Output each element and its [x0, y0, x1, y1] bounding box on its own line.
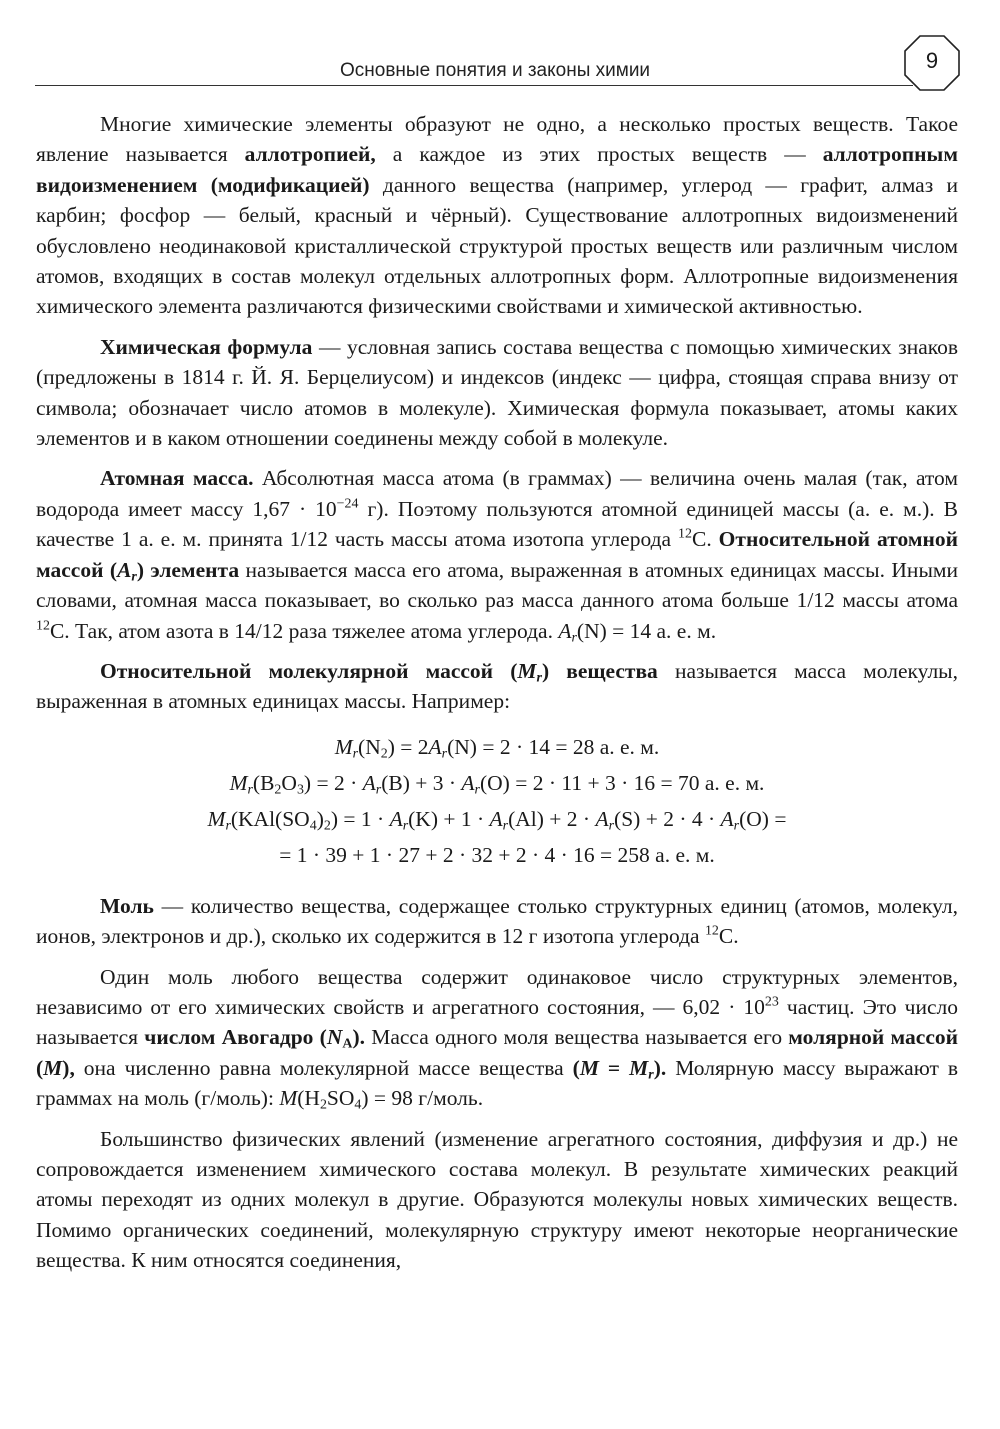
paragraph-molecular-mass — [36, 656, 958, 717]
subscript: r — [225, 818, 231, 834]
text: ) = 2 — [387, 734, 429, 759]
symbol: A — [489, 806, 503, 831]
text: — условная запись состава вещества с помощью химических знаков (предложены в 1814 г. Й. Я. Берцелиусом) и индексов (индекс — цифра, стоящая справа внизу от символа; обозначает число атомов в молекуле). Химическая формула показывает, атомы каких элементов и в каком отношении соединены между собой в молекуле. — [36, 334, 958, 451]
subscript: 2 — [380, 746, 388, 762]
symbol: A — [558, 618, 572, 643]
symbol: A — [428, 734, 442, 759]
text: (B) + 3 · — [381, 770, 462, 795]
page-number: 9 — [925, 48, 939, 73]
subscript: 4 — [309, 818, 317, 834]
symbol: M — [517, 658, 537, 683]
text: = — [598, 1055, 630, 1080]
exponent: 23 — [764, 994, 779, 1010]
text: Молярную массу выражают в граммах на моль (г/моль): — [36, 1055, 958, 1111]
subscript: r — [608, 818, 615, 834]
text: числом Авогадро ( — [144, 1025, 327, 1050]
text: ) = 98 г/моль. — [361, 1086, 484, 1111]
subscript: 2 — [323, 818, 331, 834]
text: ). — [352, 1025, 365, 1050]
term-allotropy: аллотропией, — [244, 142, 376, 167]
text: (K) + 1 · — [408, 806, 490, 831]
subscript: r — [352, 746, 359, 762]
text: Относительной атомной массой ( — [36, 527, 958, 582]
text: Один моль любого вещества содержит одинаковое число структурных элементов, независимо от его химических свойств и агрегатного состояния, — 6,02 · 10 — [36, 964, 958, 1019]
subscript: 2 — [319, 1097, 327, 1113]
isotope-mass-number: 12 — [36, 618, 50, 634]
text: Масса одного моля вещества называется его — [364, 1025, 789, 1050]
paragraph-mole — [36, 891, 958, 952]
isotope-mass-number: 12 — [704, 923, 719, 939]
paragraph-allotropy — [36, 109, 958, 322]
text: она численно равна молекулярной массе вещества — [74, 1055, 573, 1080]
term-molar-equals-molecular — [572, 1055, 667, 1083]
term-relative-molecular-mass — [100, 658, 658, 686]
symbol: N — [326, 1025, 343, 1050]
subscript: r — [375, 782, 382, 798]
paragraph-physical-phenomena — [36, 1124, 958, 1276]
formula-block — [36, 729, 958, 873]
symbol: M — [579, 1055, 599, 1080]
text: данного вещества (например, углерод — графит, алмаз и карбин; фосфор — белый, красный и чёрный). Существование аллотропных видоизменений обусловлено неодинаковой кристаллической структурой простых веществ или различным числом атомов, входящих в состав молекул отдельных аллотропных форм. Аллотропные видоизменения химического элемента различаются физическими свойствами и химической активностью. — [36, 172, 958, 319]
text: ( — [572, 1055, 580, 1080]
text: Абсолютная масса атома (в граммах) — величина очень малая (так, атом водорода имеет массу 1,67 · 10 — [36, 466, 958, 521]
page-body — [36, 109, 958, 1276]
text: (O) = 2 · 11 + 3 · 16 = 70 а. е. м. — [479, 770, 765, 795]
exponent: −24 — [336, 496, 359, 512]
text: (B — [252, 770, 275, 795]
term-mole: Моль — [100, 893, 154, 918]
text: ), — [62, 1055, 75, 1080]
text: ) вещества — [541, 658, 658, 683]
subscript: A — [342, 1036, 353, 1052]
text: (N) = 14 а. е. м. — [576, 618, 717, 643]
term-avogadro-number — [144, 1025, 365, 1052]
symbol: M — [229, 770, 248, 795]
text: а каждое из этих простых веществ — — [375, 142, 823, 167]
subscript: r — [247, 782, 253, 798]
text: С. — [692, 527, 719, 552]
symbol: M — [279, 1086, 298, 1111]
formula-alum-result: = 1 · 39 + 1 · 27 + 2 · 32 + 2 · 4 · 16 = 258 а. е. м. — [279, 842, 715, 867]
text: Большинство физических явлений (изменение агрегатного состояния, диффузия и др.) не сопровождается изменением химического состава молекул. В результате химических реакций атомы переходят из одних молекул в другие. Образуются молекулы новых химических веществ. Помимо органических соединений, молекулярную структуру имеют некоторые неорганические вещества. К ним относятся соединения, — [36, 1126, 958, 1273]
text: ) — [316, 806, 324, 831]
subscript: r — [502, 818, 509, 834]
text: ). — [653, 1055, 667, 1080]
isotope-mass-number: 12 — [678, 526, 692, 542]
symbol: M — [334, 734, 353, 759]
subscript: r — [441, 746, 448, 762]
text: называется масса его атома, выраженная в атомных единицах массы. Иными словами, атомная масса показывает, во сколько раз масса данного атома больше 1/12 массы атома — [36, 557, 958, 613]
text: (O) = — [739, 806, 787, 831]
term-atomic-mass: Атомная масса. — [100, 466, 254, 491]
text: (KAl(SO — [230, 806, 310, 831]
paragraph-atomic-mass — [36, 463, 958, 645]
formula-alum — [36, 801, 958, 837]
term-allotropic-modification: аллотропным видоизменением (модификацией) — [36, 142, 958, 197]
subscript: r — [536, 670, 542, 686]
text: называется масса молекулы, выраженная в атомных единицах массы. Например: — [36, 658, 958, 714]
subscript: r — [733, 818, 740, 834]
text: ) = 1 · — [330, 806, 390, 831]
symbol: M — [43, 1055, 63, 1080]
text: ) = 2 · — [303, 770, 363, 795]
text: Многие химические элементы образуют не одно, а несколько простых веществ. Такое явление называется — [36, 112, 958, 167]
symbol: A — [117, 557, 132, 582]
symbol: A — [720, 806, 734, 831]
subscript: r — [131, 569, 137, 585]
text: (H — [297, 1086, 320, 1111]
subscript: r — [571, 629, 577, 645]
text: Относительной молекулярной массой ( — [100, 658, 518, 683]
subscript: 3 — [296, 782, 304, 798]
formula-n2 — [36, 729, 958, 765]
subscript: r — [474, 782, 480, 798]
text: (Al) + 2 · — [508, 806, 596, 831]
symbol: M — [629, 1055, 649, 1080]
symbol: M — [207, 806, 226, 831]
symbol: A — [389, 806, 403, 831]
header-rule — [35, 85, 913, 86]
text: молярной массой ( — [36, 1025, 958, 1080]
subscript: 4 — [354, 1097, 362, 1113]
text: (N — [358, 734, 381, 759]
text: (S) + 2 · 4 · — [614, 806, 721, 831]
text: г). Поэтому пользуются атомной единицей массы (а. е. м.). В качестве 1 а. е. м. принята 1/12 часть массы атома изотопа углерода — [36, 496, 958, 552]
subscript: r — [648, 1067, 654, 1083]
paragraph-avogadro — [36, 962, 958, 1114]
text: ) элемента — [136, 557, 240, 582]
subscript: r — [402, 818, 409, 834]
term-chemical-formula: Химическая формула — [100, 334, 313, 359]
paragraph-chemical-formula — [36, 332, 958, 454]
text: С. Так, атом азота в 14/12 раза тяжелее атома углерода. — [49, 618, 559, 643]
symbol: A — [595, 806, 609, 831]
text: — количество вещества, содержащее столько структурных единиц (атомов, молекул, ионов, электронов и др.), сколько их содержится в 12 г изотопа углерода — [36, 893, 958, 949]
text: С. — [718, 924, 739, 949]
formula-b2o3 — [36, 765, 958, 801]
subscript: 2 — [274, 782, 282, 798]
symbol: A — [461, 770, 475, 795]
text: (N) = 2 · 14 = 28 а. е. м. — [447, 734, 660, 759]
running-head: Основные понятия и законы химии — [340, 60, 651, 81]
text: SO — [326, 1086, 355, 1111]
symbol: A — [362, 770, 376, 795]
text: O — [281, 770, 297, 795]
text: частиц. Это число называется — [36, 994, 958, 1050]
page-header — [35, 30, 960, 88]
